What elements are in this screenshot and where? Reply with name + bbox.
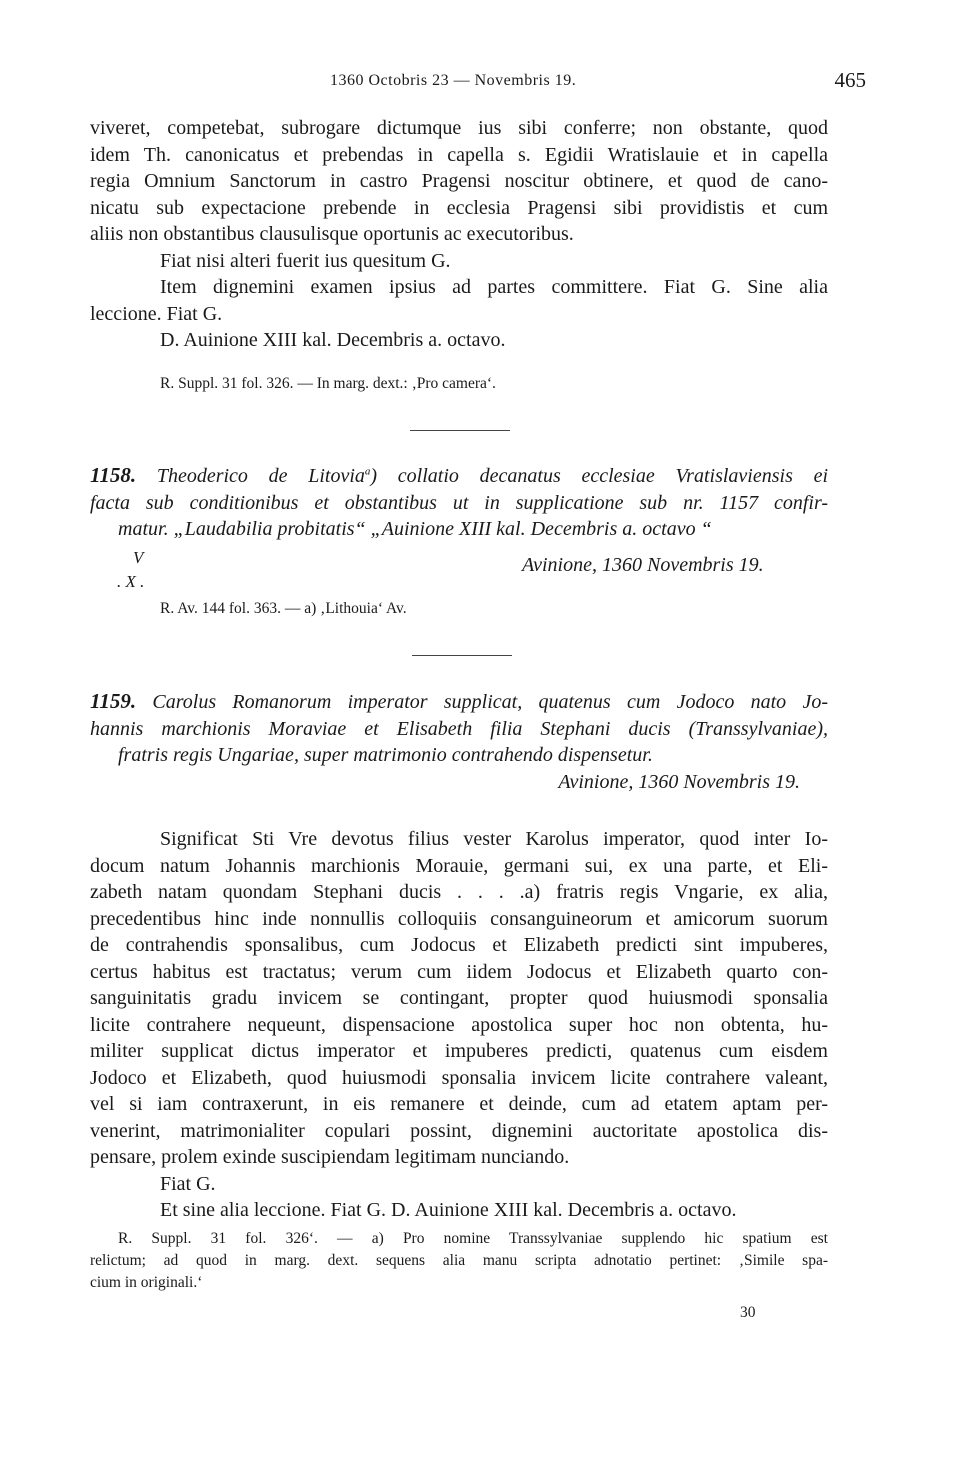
text-line: regia Omnium Sanctorum in castro Pragensi noscitur obtinere, et quod de cano- [90,170,828,192]
footnote-line: cium in originali.‘ [90,1274,203,1291]
regest-line: facta sub conditionibus et obstantibus ut in supplicatione sub nr. 1157 confir- [90,491,828,514]
entry-1159-regest [90,688,828,795]
separator-rule [412,655,512,656]
running-title: 1360 Octobris 23 — Novembris 19. [330,72,577,89]
signature-mark: 30 [740,1304,756,1321]
body-line: docum natum Johannis marchionis Morauie, germani sui, ex una parte, et Eli- [90,854,828,877]
regest-line: hannis marchionis Moraviae et Elisabeth filia Stephani ducis (Transsylvaniae), [90,717,828,740]
place-date: Avinione, 1360 Novembris 19. [522,554,764,576]
body-line: licite contrahere nequeunt, dispensacione apostolica super hoc non obtenta, hu- [90,1013,828,1036]
regest-line: 1159. Carolus Romanorum imperator supplicat, quatenus cum Jodoco nato Jo- [90,689,829,713]
body-line: precedentibus hinc inde nonnullis colloquiis consanguineorum et amicorum suorum [90,907,828,930]
text-line: nicatu sub expectacione prebende in ecclesia Pragensi sibi providistis et cum [90,196,828,219]
fiat-line: Fiat nisi alteri fuerit ius quesitum G. [160,249,451,272]
entry-number: 1158. [90,463,137,487]
footnote-line: R. Suppl. 31 fol. 326‘. — a) Pro nomine Transsylvaniae supplendo hic spatium est [118,1230,828,1247]
page-header [90,68,866,96]
body-line: Jodoco et Elizabeth, quod huiusmodi sponsalia invicem licite contrahere valeant, [90,1066,828,1089]
page-number: 465 [834,68,866,92]
body-line: certus habitus est tractatus; verum cum iidem Jodocus et Elizabeth quarto con- [90,960,828,983]
entry-1159-body [90,826,828,1224]
closing-line: Et sine alia leccione. Fiat G. D. Auinione XIII kal. Decembris a. octavo. [160,1199,737,1221]
body-line: venerint, matrimonialiter copulari possint, dignemini auctoritate apostolica dis- [90,1119,828,1142]
fiat-line: Fiat G. [160,1172,216,1195]
body-line: de contrahendis sponsalibus, cum Jodocus et Elizabeth predicti sint impuberes, [90,934,828,956]
footnote [90,1228,828,1294]
text-line: aliis non obstantibus clausulisque oportunis ac executoribus. [90,223,574,245]
regest-line: matur. „Laudabilia probitatis“ „Auinione XIII kal. Decembris a. octavo “ [118,518,712,540]
regest-line: 1158. Theoderico de Litovia$^a$) collatio decanatus ecclesiae Vratislaviensis ei [90,463,829,487]
body-line: vel si iam contraxerunt, in eis remanere et deinde, cum ad etatem aptam per- [90,1093,828,1115]
footnote-marker: a [364,465,371,478]
mark-v: V [133,548,144,567]
source-note: R. Av. 144 fol. 363. — a) ‚Lithouia‘ Av. [160,600,407,617]
body-line: Significat Sti Vre devotus filius vester Karolus imperator, quod inter Io- [160,828,828,850]
item-line-cont: leccione. Fiat G. [90,302,223,325]
body-line: zabeth natam quondam Stephani ducis . . . .a) fratris regis Vngarie, ex alia, [90,881,828,903]
body-line: pensare, prolem exinde suscipiendam legitimam nunciando. [90,1146,570,1168]
place-date: Avinione, 1360 Novembris 19. [558,770,800,793]
footnote-line: relictum; ad quod in marg. dext. sequens alia manu scripta adnotatio pertinet: ‚Simile spa- [90,1252,828,1269]
source-note: R. Suppl. 31 fol. 326. — In marg. dext.: ‚Pro camera‘. [160,375,496,392]
separator-rule [410,430,510,431]
body-line: sanguinitatis gradu invicem se contingant, propter quod huiusmodi sponsalia [90,987,828,1009]
mark-x: . X . [117,572,145,591]
continuation-text [90,115,828,354]
entry-number: 1159. [90,689,137,713]
body-line: militer supplicat dictus imperator et impuberes predicti, quatenus cum eisdem [90,1040,828,1062]
item-line: Item dignemini examen ipsius ad partes committere. Fiat G. Sine alia [160,276,828,298]
text-line: viveret, competebat, subrogare dictumque ius sibi conferre; non obstante, quod [90,117,828,139]
text-line: idem Th. canonicatus et prebendas in capella s. Egidii Wratislauie et in capella [90,143,828,166]
entry-1158-regest [90,462,828,543]
datum-line: D. Auinione XIII kal. Decembris a. octavo. [160,329,506,351]
regest-line: fratris regis Ungariae, super matrimonio contrahendo dispensetur. [118,744,653,766]
